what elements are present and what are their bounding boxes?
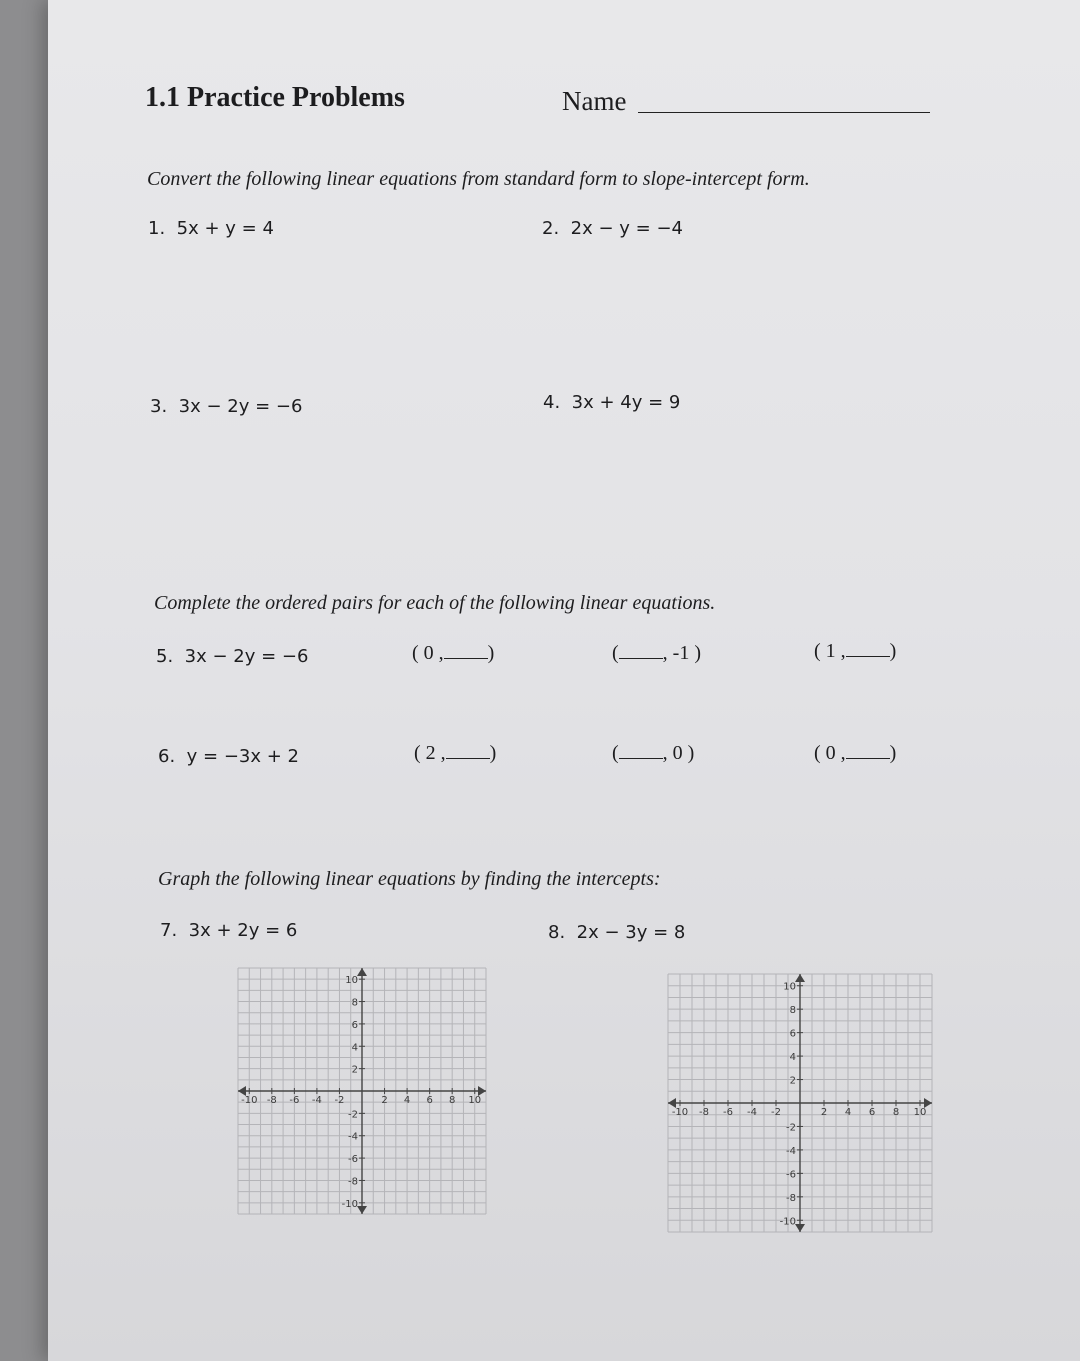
y-tick-label: -2 — [786, 1122, 796, 1134]
answer-blank[interactable] — [846, 742, 890, 759]
problem-number: 5. — [156, 646, 174, 667]
pair-close: ) — [487, 642, 495, 664]
answer-blank[interactable] — [619, 742, 663, 759]
name-field-line[interactable] — [638, 112, 930, 113]
x-tick-label: 10 — [468, 1095, 482, 1106]
section1-instruction: Convert the following linear equations from standard form to slope-intercept form. — [147, 168, 810, 190]
problem-number: 1. — [148, 218, 166, 239]
x-tick-label: -8 — [699, 1107, 709, 1118]
y-tick-label: -2 — [348, 1109, 358, 1121]
pair-close: , 0 ) — [662, 742, 695, 764]
y-axis-arrow-icon — [795, 974, 805, 982]
answer-blank[interactable] — [446, 742, 490, 759]
y-tick-label: -4 — [786, 1145, 796, 1157]
y-tick-label: -8 — [786, 1192, 796, 1204]
y-tick-label: 2 — [351, 1064, 358, 1076]
problem-number: 6. — [158, 746, 176, 767]
problem-1 — [148, 218, 274, 239]
problem-5 — [156, 646, 308, 667]
pair-close: ) — [489, 742, 497, 764]
x-tick-label: 4 — [403, 1095, 411, 1106]
x-tick-label: 10 — [913, 1107, 927, 1118]
coordinate-grid-8[interactable] — [662, 968, 938, 1238]
pair-open: ( 0 , — [412, 642, 444, 664]
ordered-pair — [814, 640, 896, 663]
x-tick-label: 6 — [426, 1095, 433, 1106]
y-tick-label: 6 — [789, 1028, 796, 1040]
y-tick-label: -10 — [341, 1198, 358, 1210]
pair-open: ( 0 , — [814, 742, 846, 764]
y-tick-label: -4 — [348, 1131, 358, 1143]
y-tick-label: 10 — [345, 975, 358, 987]
x-tick-label: 6 — [868, 1107, 876, 1118]
x-tick-label: 4 — [844, 1107, 852, 1118]
problem-equation: 2x − 3y = 8 — [576, 922, 686, 943]
problem-number: 8. — [548, 922, 566, 943]
x-tick-label: -4 — [311, 1095, 322, 1106]
y-tick-label: -10 — [779, 1216, 796, 1228]
y-tick-label: -8 — [348, 1176, 358, 1188]
ordered-pair — [412, 642, 494, 665]
problem-number: 4. — [543, 392, 561, 413]
x-tick-label: -2 — [334, 1095, 345, 1106]
problem-equation: 3x + 4y = 9 — [571, 392, 681, 413]
y-axis-arrow-icon — [357, 968, 367, 976]
ordered-pair — [612, 742, 694, 765]
x-tick-label: -8 — [266, 1095, 277, 1106]
problem-equation: 3x + 2y = 6 — [188, 920, 298, 941]
x-tick-label: -6 — [289, 1095, 300, 1106]
x-tick-label: 8 — [448, 1095, 456, 1106]
x-tick-label: 2 — [820, 1107, 828, 1118]
problem-equation: y = −3x + 2 — [186, 746, 299, 767]
y-axis-arrow-icon — [795, 1224, 805, 1232]
x-tick-label: -10 — [671, 1107, 689, 1118]
pair-open: ( — [612, 642, 619, 664]
problem-3 — [150, 396, 302, 417]
problem-number: 7. — [160, 920, 178, 941]
y-tick-label: 4 — [351, 1042, 358, 1054]
y-tick-label: 6 — [351, 1019, 358, 1031]
answer-blank[interactable] — [619, 642, 663, 659]
coordinate-plane[interactable] — [662, 968, 938, 1238]
name-label: Name — [562, 86, 627, 116]
y-tick-label: -6 — [348, 1154, 358, 1166]
answer-blank[interactable] — [444, 642, 488, 659]
problem-number: 2. — [542, 218, 560, 239]
pair-close: ) — [889, 640, 897, 662]
y-axis-arrow-icon — [357, 1206, 367, 1214]
pair-close: ) — [889, 742, 897, 764]
y-tick-label: 8 — [789, 1005, 796, 1017]
section2-instruction: Complete the ordered pairs for each of the following linear equations. — [154, 592, 716, 614]
problem-2 — [542, 218, 683, 239]
x-tick-label: -6 — [723, 1107, 733, 1118]
ordered-pair — [814, 742, 896, 765]
pair-open: ( 2 , — [414, 742, 446, 764]
problem-equation: 3x − 2y = −6 — [184, 646, 309, 667]
section3-instruction: Graph the following linear equations by finding the intercepts: — [158, 868, 661, 890]
problem-number: 3. — [150, 396, 168, 417]
answer-blank[interactable] — [846, 640, 890, 657]
pair-open: ( 1 , — [814, 640, 846, 662]
pair-open: ( — [612, 742, 619, 764]
problem-equation: 2x − y = −4 — [570, 218, 683, 239]
page-title: 1.1 Practice Problems — [145, 82, 405, 113]
y-tick-label: 8 — [351, 997, 358, 1009]
x-tick-label: -10 — [241, 1095, 258, 1106]
y-tick-label: -6 — [786, 1169, 796, 1181]
problem-8 — [548, 922, 685, 943]
problem-7 — [160, 920, 297, 941]
ordered-pair — [414, 742, 496, 765]
ordered-pair — [612, 642, 701, 665]
y-tick-label: 10 — [783, 981, 796, 993]
y-tick-label: 2 — [789, 1075, 796, 1087]
problem-equation: 3x − 2y = −6 — [178, 396, 303, 417]
y-tick-label: 4 — [789, 1052, 796, 1064]
problem-4 — [543, 392, 680, 413]
x-tick-label: -4 — [747, 1107, 757, 1118]
pair-close: , -1 ) — [662, 642, 701, 664]
x-tick-label: 2 — [381, 1095, 388, 1106]
coordinate-grid-7[interactable] — [232, 962, 492, 1220]
coordinate-plane[interactable] — [232, 962, 492, 1220]
x-tick-label: -2 — [771, 1107, 781, 1118]
x-tick-label: 8 — [892, 1107, 900, 1118]
problem-equation: 5x + y = 4 — [176, 218, 274, 239]
problem-6 — [158, 746, 299, 767]
